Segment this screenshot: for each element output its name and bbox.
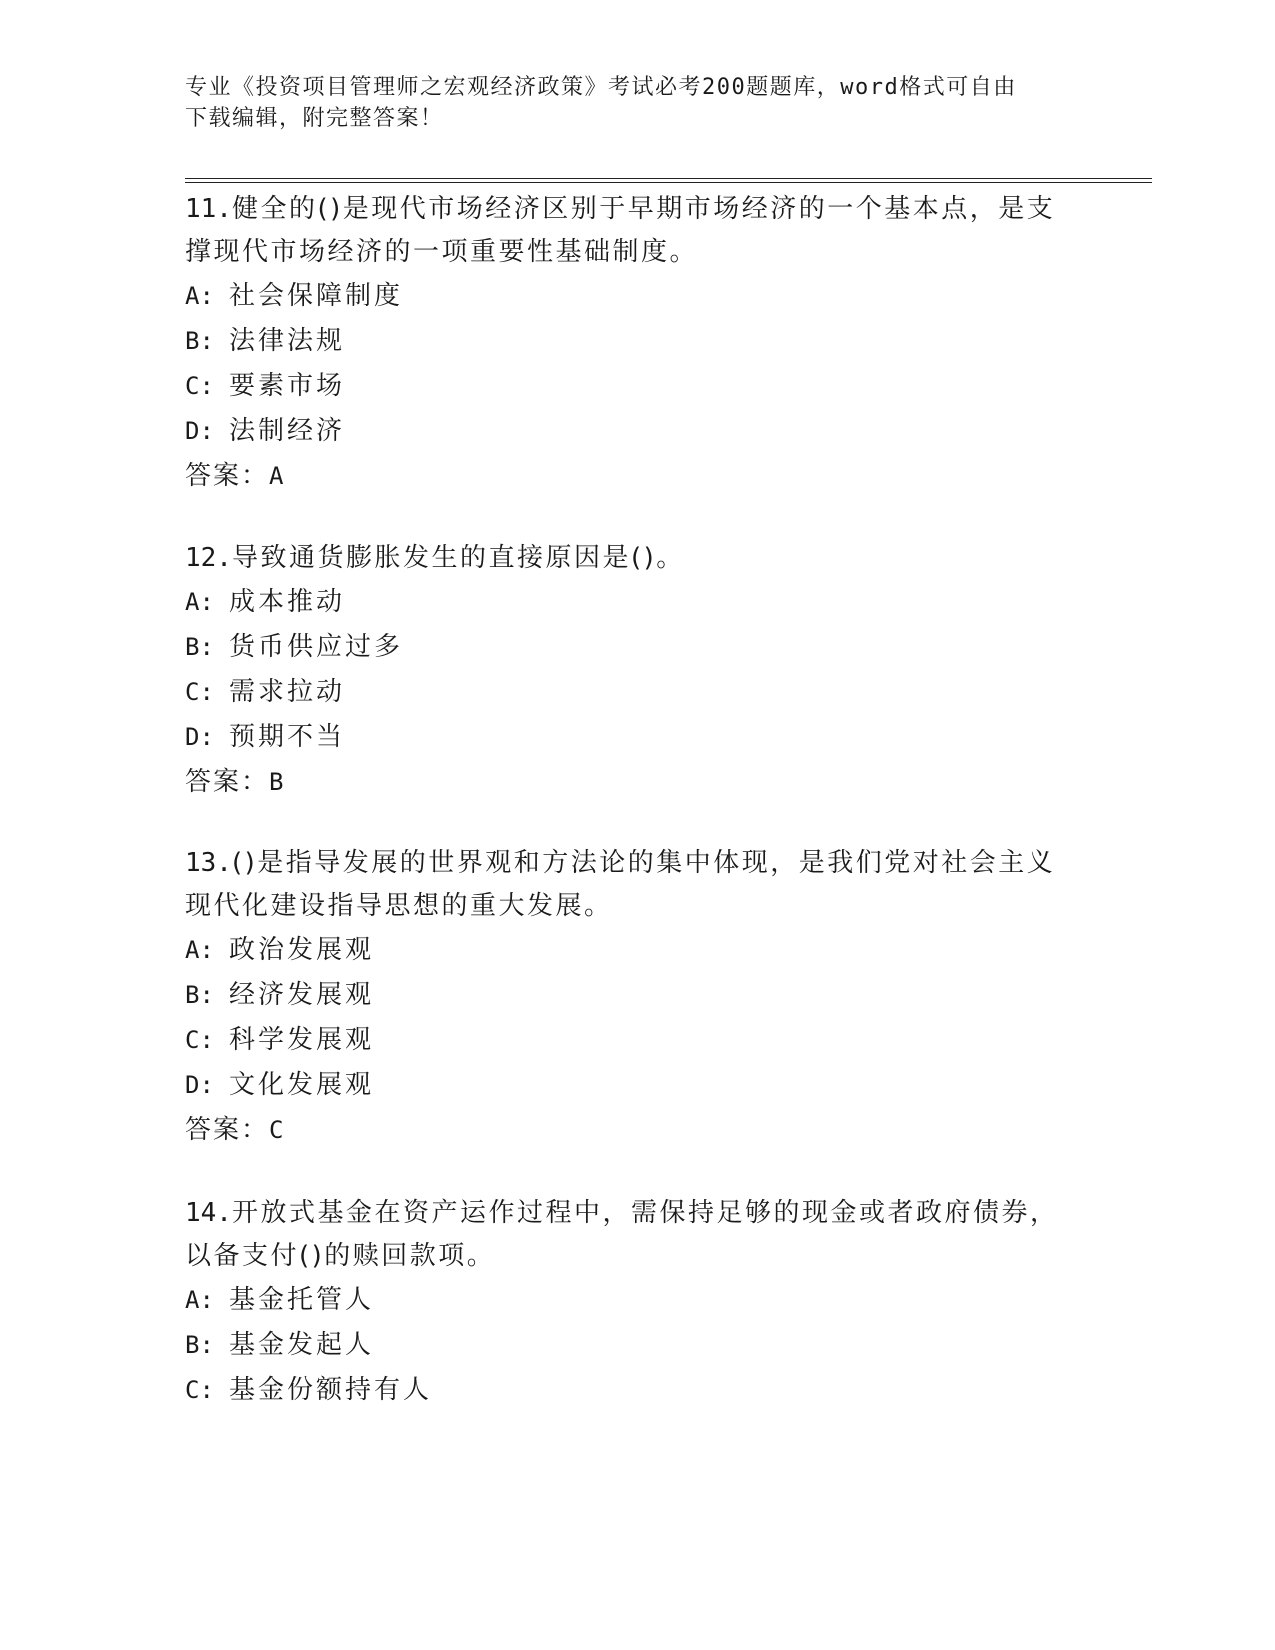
answer-line: [185, 1108, 1075, 1153]
option-c: [185, 670, 1075, 715]
option-letter: C:: [185, 678, 214, 706]
option-d: [185, 715, 1075, 760]
option-c: [185, 1018, 1075, 1063]
option-text: 需求拉动: [229, 677, 346, 707]
option-text: 社会保障制度: [229, 281, 404, 311]
option-text: 货币供应过多: [229, 632, 404, 662]
option-text: 文化发展观: [229, 1070, 375, 1100]
answer-value: C: [269, 1116, 284, 1144]
option-letter: A:: [185, 588, 214, 616]
option-letter: A:: [185, 282, 214, 310]
option-a: [185, 1278, 1075, 1323]
option-d: [185, 1063, 1075, 1108]
option-text: 基金发起人: [229, 1330, 375, 1360]
option-letter: B:: [185, 981, 214, 1009]
option-c: [185, 364, 1075, 409]
option-letter: C:: [185, 372, 214, 400]
header-line-1: 专业《投资项目管理师之宏观经济政策》考试必考200题题库，word格式可自由: [185, 75, 1017, 100]
question-number: 12.: [185, 543, 232, 573]
answer-label: 答案：: [185, 1115, 270, 1145]
option-letter: D:: [185, 417, 214, 445]
option-letter: A:: [185, 936, 214, 964]
option-d: [185, 409, 1075, 454]
option-b: [185, 1323, 1075, 1368]
stem-line: ()是指导发展的世界观和方法论的集中体现，是我们党对社会主义: [231, 848, 1056, 878]
answer-label: 答案：: [185, 767, 270, 797]
answer-label: 答案：: [185, 461, 270, 491]
option-a: [185, 274, 1075, 319]
question-13: [185, 842, 1075, 1153]
option-letter: C:: [185, 1026, 214, 1054]
question-stem: [185, 188, 1075, 274]
question-stem: [185, 537, 1075, 580]
answer-line: [185, 454, 1075, 499]
option-b: [185, 625, 1075, 670]
option-b: [185, 319, 1075, 364]
option-letter: C:: [185, 1376, 214, 1404]
question-11: [185, 188, 1075, 499]
option-text: 成本推动: [229, 587, 346, 617]
question-number: 13.: [185, 848, 232, 878]
option-text: 要素市场: [229, 371, 346, 401]
option-text: 基金份额持有人: [229, 1375, 433, 1405]
option-b: [185, 973, 1075, 1018]
option-letter: B:: [185, 633, 214, 661]
option-letter: B:: [185, 1331, 214, 1359]
option-c: [185, 1368, 1075, 1413]
option-text: 政治发展观: [229, 935, 375, 965]
header-divider-bottom: [185, 182, 1152, 183]
option-a: [185, 928, 1075, 973]
answer-value: A: [269, 462, 284, 490]
question-number: 11.: [185, 194, 232, 224]
option-text: 科学发展观: [229, 1025, 375, 1055]
question-number: 14.: [185, 1198, 232, 1228]
option-text: 基金托管人: [229, 1285, 375, 1315]
stem-line: 导致通货膨胀发生的直接原因是()。: [231, 543, 685, 573]
stem-line: 现代化建设指导思想的重大发展。: [185, 891, 613, 921]
stem-line: 健全的()是现代市场经济区别于早期市场经济的一个基本点，是支: [231, 194, 1056, 224]
question-stem: [185, 842, 1075, 928]
document-header: [185, 72, 1065, 134]
option-letter: D:: [185, 723, 214, 751]
option-letter: A:: [185, 1286, 214, 1314]
stem-line: 开放式基金在资产运作过程中，需保持足够的现金或者政府债券，: [231, 1198, 1059, 1228]
answer-line: [185, 760, 1075, 805]
option-letter: B:: [185, 327, 214, 355]
answer-value: B: [269, 768, 284, 796]
question-14: [185, 1192, 1075, 1413]
option-letter: D:: [185, 1071, 214, 1099]
stem-line: 撑现代市场经济的一项重要性基础制度。: [185, 237, 699, 267]
option-text: 经济发展观: [229, 980, 375, 1010]
stem-line: 以备支付()的赎回款项。: [185, 1241, 496, 1271]
header-line-2: 下载编辑，附完整答案！: [185, 106, 444, 131]
option-text: 法律法规: [229, 326, 346, 356]
option-a: [185, 580, 1075, 625]
option-text: 法制经济: [229, 416, 346, 446]
question-stem: [185, 1192, 1075, 1278]
option-text: 预期不当: [229, 722, 346, 752]
header-divider-top: [185, 178, 1152, 179]
question-12: [185, 537, 1075, 805]
